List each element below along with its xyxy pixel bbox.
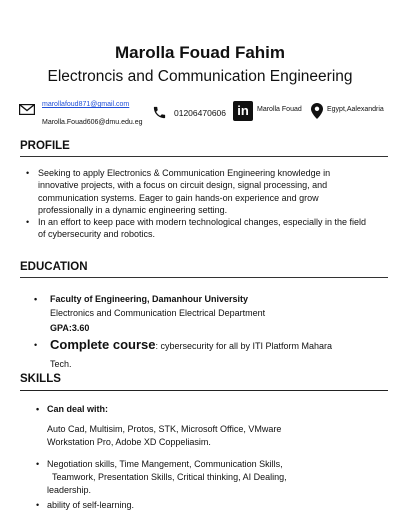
education-divider bbox=[20, 277, 388, 278]
tools-line-2: Workstation Pro, Adobe XD Coppeliasim. bbox=[47, 437, 211, 447]
self-learning: ability of self-learning. bbox=[47, 500, 135, 510]
location: Egypt,Aalexandria bbox=[327, 106, 384, 113]
list-item: • In an effort to keep pace with modern technological changes, especially in the field of cybersecurity and robotics. bbox=[26, 217, 367, 240]
email-primary-link[interactable]: marollafoud871@gmail.com bbox=[42, 101, 130, 108]
email-secondary: Marolla.Fouad606@dmu.edu.eg bbox=[42, 119, 143, 126]
soft-skills-line-1: Negotiation skills, Time Mangement, Communication Skills, bbox=[47, 459, 283, 469]
bullet-dot: • bbox=[34, 340, 38, 350]
bullet-dot: • bbox=[36, 500, 40, 510]
course-text: : cybersecurity for all by ITI Platform Mahara bbox=[155, 341, 333, 351]
mail-icon bbox=[19, 104, 35, 115]
list-item bbox=[36, 499, 134, 511]
candidate-title: Electroncis and Communication Engineering bbox=[47, 68, 353, 85]
list-item: • Seeking to apply Electronics & Communication Engineering knowledge in innovative projects, with a focus on circuit design, signal processing, and communication systems. Eager to gain hands-on experience and grow professionally in a dynamic engineering setting. bbox=[26, 168, 331, 215]
phone-icon bbox=[152, 105, 167, 120]
list-item bbox=[34, 337, 358, 354]
bullet-dot: • bbox=[36, 459, 40, 469]
profile-divider bbox=[20, 156, 388, 157]
candidate-name: Marolla Fouad Fahim bbox=[114, 43, 286, 62]
list-item bbox=[36, 403, 108, 415]
department: Electronics and Communication Electrical Department bbox=[50, 308, 266, 318]
gpa: GPA:3.60 bbox=[50, 323, 90, 333]
course-label: Complete course bbox=[50, 337, 156, 352]
tools-line-1: Auto Cad, Multisim, Protos, STK, Microsoft Office, VMware bbox=[47, 424, 282, 434]
education-heading: EDUCATION bbox=[20, 261, 88, 273]
can-deal-label: Can deal with: bbox=[47, 404, 109, 414]
skills-heading: SKILLS bbox=[20, 373, 61, 385]
bullet-dot: • bbox=[34, 294, 38, 304]
profile-list bbox=[22, 167, 368, 241]
soft-skills-line-3: leadership. bbox=[47, 485, 92, 495]
linkedin-icon[interactable]: in bbox=[233, 101, 253, 121]
profile-heading: PROFILE bbox=[20, 140, 70, 152]
list-item bbox=[34, 293, 249, 305]
phone-number: 01206470606 bbox=[174, 108, 227, 118]
course-text-cont: Tech. bbox=[50, 359, 72, 369]
faculty: Faculty of Engineering, Damanhour University bbox=[50, 294, 249, 304]
linkedin-name[interactable]: Marolla Fouad bbox=[257, 106, 302, 113]
skills-divider bbox=[20, 390, 388, 391]
list-item bbox=[36, 458, 283, 470]
bullet-dot: • bbox=[36, 404, 40, 414]
location-pin-icon bbox=[311, 103, 323, 119]
soft-skills-line-2: Teamwork, Presentation Skills, Critical thinking, AI Dealing, bbox=[52, 472, 287, 482]
